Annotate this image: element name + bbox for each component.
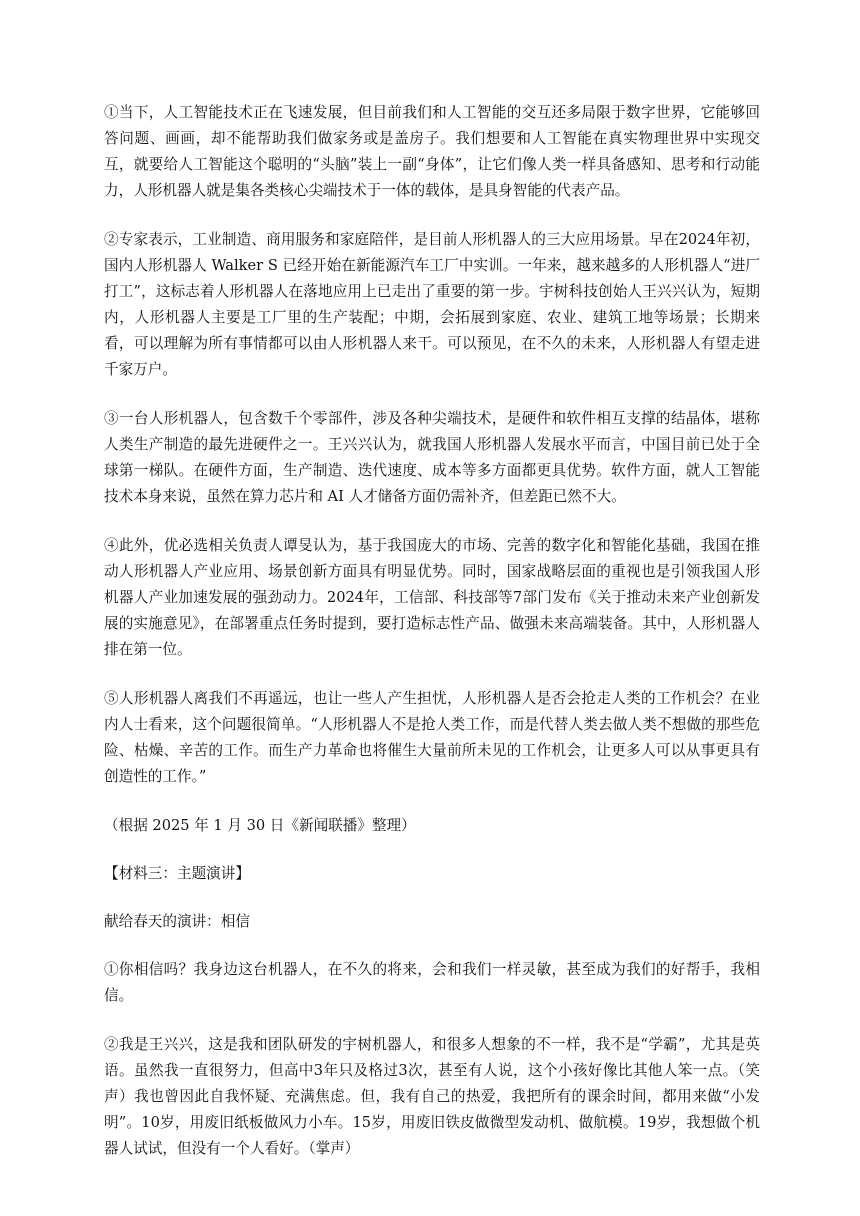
section-heading: 【材料三：主题演讲】 (104, 865, 250, 882)
material2-paragraph-2: ②专家表示，工业制造、商用服务和家庭陪伴，是目前人形机器人的三大应用场景。早在2024年初，国内人形机器人 Walker S 已经开始在新能源汽车工厂中实训。一年来，越来越多的人形机器人“进厂打工”，这标志着人形机器人在落地应用上已走出了重要的第一步。宇树科技创始人王兴兴认为，短期内，人形机器人主要是工厂里的生产装配；中期，会拓展到家庭、农业、建筑工地等场景；长期来看，可以理解为所有事情都可以由人形机器人来干。可以预见，在不久的未来，人形机器人有望走进千家万户。 (104, 231, 760, 378)
speech-paragraph-2: ②我是王兴兴，这是我和团队研发的宇树机器人，和很多人想象的不一样，我不是“学霸”，尤其是英语。虽然我一直很努力，但高中3年只及格过3次，甚至有人说，这个小孩好像比其他人笨一点。（笑声）我也曾因此自我怀疑、充满焦虑。但，我有自己的热爱，我把所有的课余时间，都用来做“小发明”。10岁，用废旧纸板做风力小车。15岁，用废旧铁皮做微型发动机、做航模。19岁，我想做个机器人试试，但没有一个人看好。（掌声） (104, 1036, 760, 1157)
material2-paragraph-5: ⑤人形机器人离我们不再遥远，也让一些人产生担忧，人形机器人是否会抢走人类的工作机会？在业内人士看来，这个问题很简单。“人形机器人不是抢人类工作，而是代替人类去做人类不想做的那些危险、枯燥、辛苦的工作。而生产力革命也将催生大量前所未见的工作机会，让更多人可以从事更具有创造性的工作。” (104, 690, 760, 785)
speech-title: 献给春天的演讲：相信 (104, 913, 250, 930)
source-note: （根据 2025 年 1 月 30 日《新闻联播》整理） (104, 817, 416, 834)
material2-paragraph-3: ③一台人形机器人，包含数千个零部件，涉及各种尖端技术，是硬件和软件相互支撑的结晶体，堪称人类生产制造的最先进硬件之一。王兴兴认为，就我国人形机器人发展水平而言，中国目前已处于全球第一梯队。在硬件方面，生产制造、迭代速度、成本等多方面都更具优势。软件方面，就人工智能技术本身来说，虽然在算力芯片和 AI 人才储备方面仍需补齐，但差距已然不大。 (104, 410, 760, 505)
speech-paragraph-1: ①你相信吗？我身边这台机器人，在不久的将来，会和我们一样灵敏，甚至成为我们的好帮手，我相信。 (104, 961, 760, 1004)
material2-paragraph-1: ①当下，人工智能技术正在飞速发展，但目前我们和人工智能的交互还多局限于数字世界，它能够回答问题、画画，却不能帮助我们做家务或是盖房子。我们想要和人工智能在真实物理世界中实现交互，就要给人工智能这个聪明的“头脑”装上一副“身体”，让它们像人类一样具备感知、思考和行动能力，人形机器人就是集各类核心尖端技术于一体的载体，是具身智能的代表产品。 (104, 104, 760, 199)
material2-paragraph-4: ④此外，优必选相关负责人谭旻认为，基于我国庞大的市场、完善的数字化和智能化基础，我国在推动人形机器人产业应用、场景创新方面具有明显优势。同时，国家战略层面的重视也是引领我国人形机器人产业加速发展的强劲动力。2024年，工信部、科技部等7部门发布《关于推动未来产业创新发展的实施意见》，在部署重点任务时提到，要打造标志性产品、做强未来高端装备。其中，人形机器人排在第一位。 (104, 537, 760, 658)
document-page (104, 100, 760, 1185)
